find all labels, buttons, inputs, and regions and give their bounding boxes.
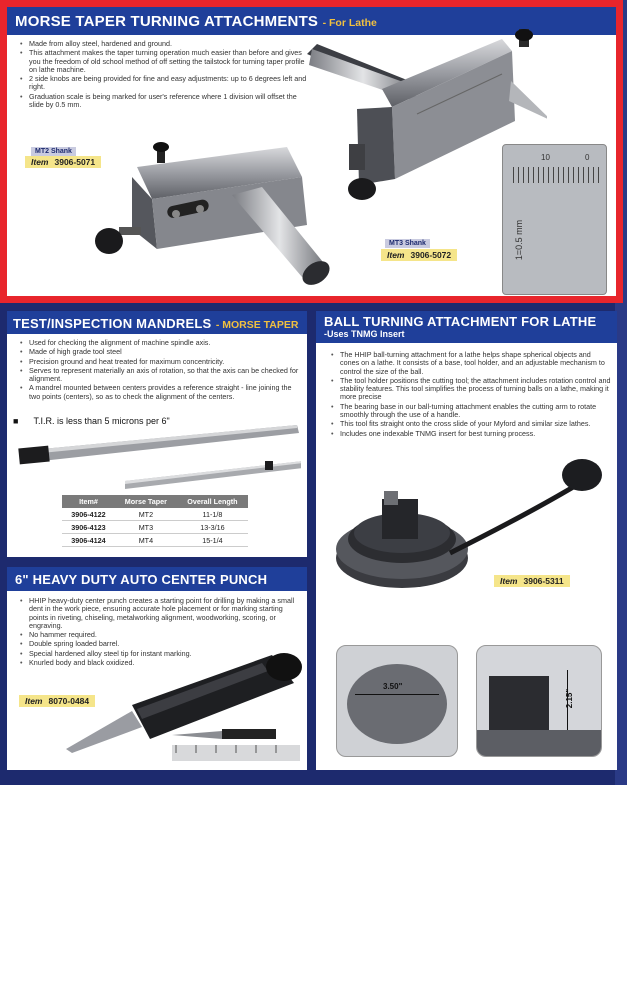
height-inset: [476, 645, 602, 757]
mt3-item-number: 3906-5072: [410, 250, 452, 260]
mandrels-bullets: [17, 339, 299, 402]
graduation-scale: [513, 167, 601, 183]
list-item: • 2 side knobs are being provided for fine and easy adjustments: up to 6 degrees left and right.: [29, 75, 309, 92]
base-plate: [347, 664, 447, 744]
ball-item-number: 3906-5311: [523, 576, 564, 586]
ball-turning-image: [330, 453, 610, 593]
table-header-row: [62, 495, 248, 508]
table-cell: MT3: [115, 521, 177, 534]
morse-panel-inner: [7, 7, 616, 296]
item-word: Item: [387, 250, 405, 260]
ball-item-tag: [494, 575, 570, 587]
punch-header: [7, 567, 307, 591]
item-word: Item: [500, 576, 518, 586]
punch-panel: [7, 567, 307, 770]
mandrel-image: [15, 423, 301, 489]
mt2-item-number: 3906-5071: [54, 157, 96, 167]
item-word: Item: [25, 696, 43, 706]
table-cell: 3906-4123: [62, 521, 115, 534]
list-item: • The tool holder positions the cutting tool; the attachment includes rotation control and stability features. This tool simplifies the process of turning balls on a lathe, making it more precise: [340, 377, 611, 402]
ball-bullets: [328, 351, 611, 439]
list-item: • The bearing base in our ball-turning attachment enables the cutting arm to rotate smoothly through the use of a handle.: [340, 403, 611, 420]
list-item: • Double spring loaded barrel.: [29, 640, 301, 648]
table-cell: 15-1/4: [177, 534, 248, 547]
punch-title: 6" HEAVY DUTY AUTO CENTER PUNCH: [15, 572, 268, 587]
column-header: Overall Length: [177, 495, 248, 508]
scale-number: 10: [541, 153, 550, 162]
ball-title: BALL TURNING ATTACHMENT FOR LATHE: [324, 314, 597, 329]
punch-item-number: 8070-0484: [48, 696, 90, 706]
item-word: Item: [31, 157, 49, 167]
tool-block: [489, 676, 549, 730]
list-item: • Graduation scale is being marked for user's reference where 1 division will offset the slide by 0.5 mm.: [29, 93, 309, 110]
mandrel-spec-table: [62, 495, 248, 547]
table-row: [62, 508, 248, 521]
table-cell: MT4: [115, 534, 177, 547]
column-header: Item#: [62, 495, 115, 508]
table-row: [62, 521, 248, 534]
list-item: • Made from alloy steel, hardened and ground.: [29, 40, 309, 48]
base-diameter-inset: [336, 645, 458, 757]
list-item: • Serves to represent materially an axis of rotation, so that the axis can be checked for alignment.: [29, 367, 299, 384]
ball-subtitle: -Uses TNMG Insert: [324, 329, 405, 339]
list-item: • Used for checking the alignment of machine spindle axis.: [29, 339, 299, 347]
bullet-glyph: ■: [13, 416, 34, 426]
mandrels-header: [7, 311, 307, 334]
list-item: • HHIP heavy-duty center punch creates a starting point for drilling by making a small dent in the work piece, ensuring accurate hole placement or for marking starting points in riveting, chiseling, metalworking alignment, woodworking, scoring, or engraving.: [29, 597, 301, 630]
list-item: • Knurled body and black oxidized.: [29, 659, 301, 667]
morse-title: MORSE TAPER TURNING ATTACHMENTS: [15, 13, 319, 30]
mandrels-panel: [7, 311, 307, 557]
mt3-item-tag: [381, 249, 457, 261]
table-cell: MT2: [115, 508, 177, 521]
dimension-line: [355, 694, 439, 695]
morse-subtitle: - For Lathe: [322, 17, 377, 29]
list-item: • A mandrel mounted between centers provides a reference straight - line joining the two points (centers), so as to check the alignment of the centers.: [29, 384, 299, 401]
table-cell: 11-1/8: [177, 508, 248, 521]
table-cell: 3906-4124: [62, 534, 115, 547]
base-edge: [477, 730, 601, 756]
ball-panel: [316, 311, 617, 770]
mt2-shank-label: MT2 Shank: [31, 147, 76, 156]
scale-inset: [502, 144, 607, 295]
tir-text: T.I.R. is less than 5 microns per 6": [33, 416, 170, 426]
morse-bullets: [17, 40, 309, 110]
list-item: • This tool fits straight onto the cross slide of your Myford and similar size lathes.: [340, 420, 611, 428]
table-cell: 13-3/16: [177, 521, 248, 534]
height-label: 2.15": [565, 688, 575, 709]
list-item: • The HHIP ball-turning attachment for a lathe helps shape spherical objects and cones on a lathe. It consists of a base, tool holder, and an adjustable mechanism to control the size of the ball.: [340, 351, 611, 376]
mandrels-subtitle: - MORSE TAPER: [215, 319, 299, 331]
list-item: • Precision ground and heat treated for maximum concentricity.: [29, 358, 299, 366]
diameter-label: 3.50": [383, 682, 403, 691]
mt3-shank-label: MT3 Shank: [385, 239, 430, 248]
list-item: • Includes one indexable TNMG insert for best turning process.: [340, 430, 611, 438]
mandrels-title: TEST/INSPECTION MANDRELS: [13, 316, 212, 331]
scale-text: 1=0.5 mm: [514, 219, 525, 261]
scale-number: 0: [585, 153, 590, 162]
table-cell: 3906-4122: [62, 508, 115, 521]
table-row: [62, 534, 248, 547]
list-item: • No hammer required.: [29, 631, 301, 639]
ball-header: [316, 311, 617, 343]
list-item: • This attachment makes the taper turning operation much easier than before and gives you the freedom of old school method of off setting the tailstock for turning taper profile on lathe machine.: [29, 49, 309, 74]
list-item: • Made of high grade tool steel: [29, 348, 299, 356]
column-header: Morse Taper: [115, 495, 177, 508]
list-item: • Special hardened alloy steel tip for instant marking.: [29, 650, 301, 658]
center-punch-image: [62, 649, 302, 767]
